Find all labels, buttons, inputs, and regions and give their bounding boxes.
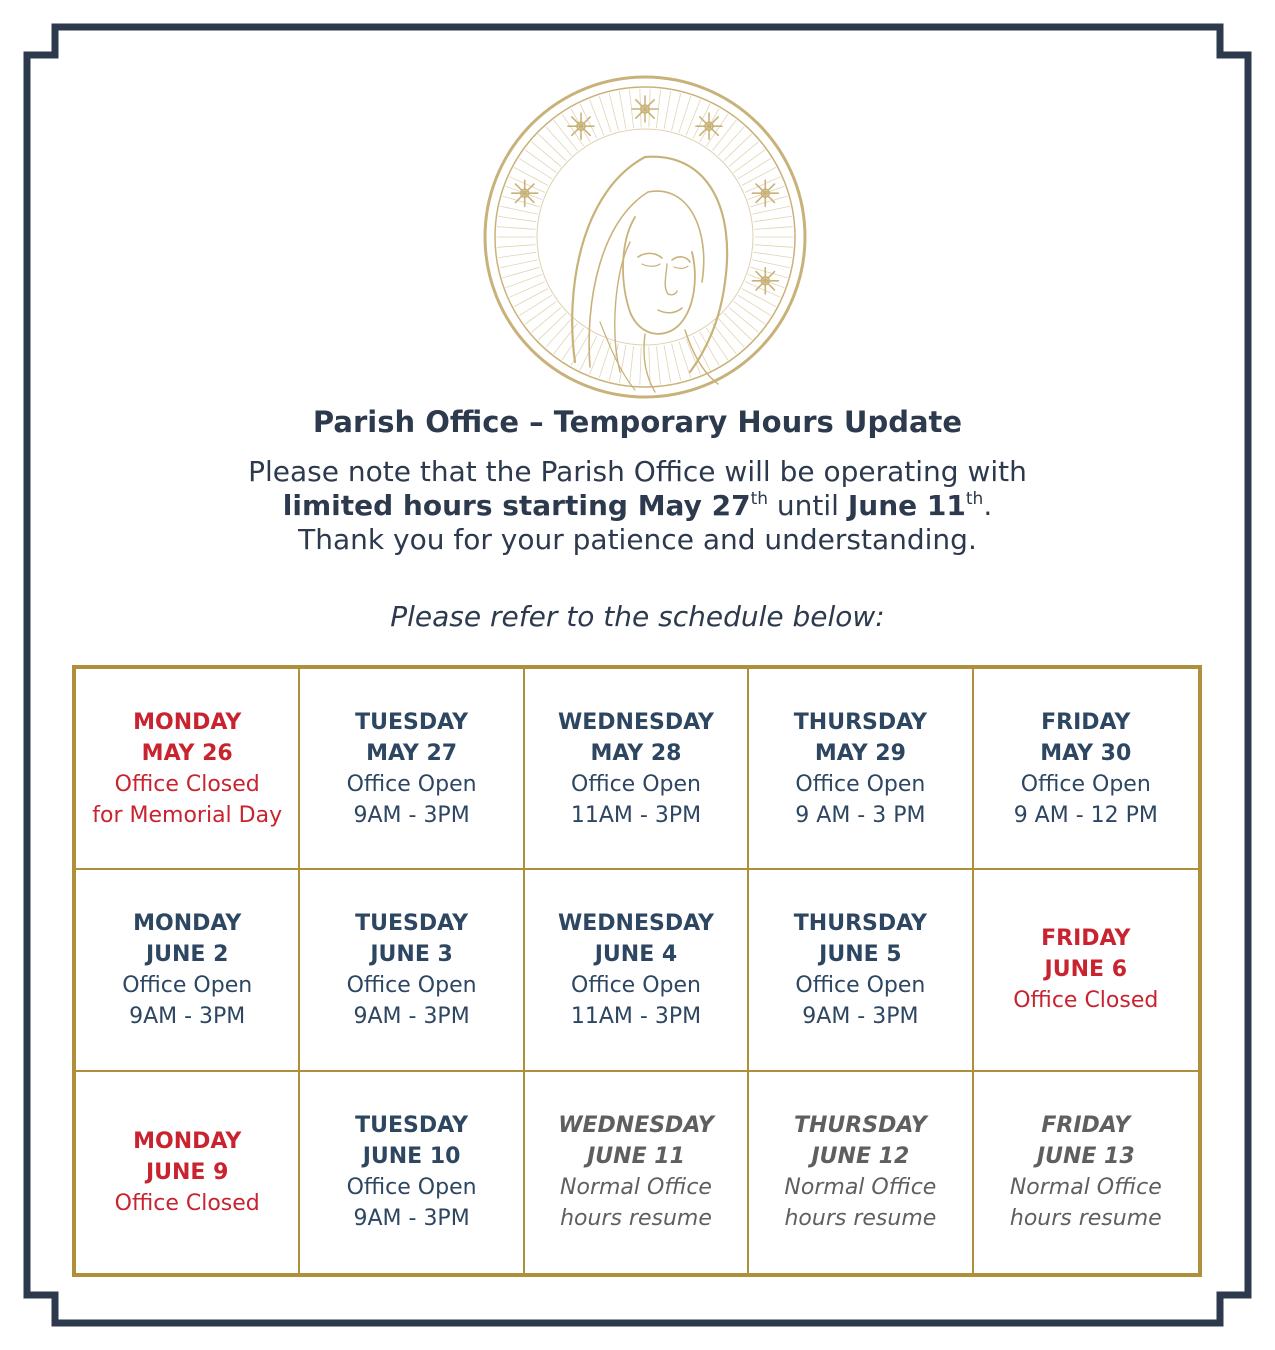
halo-ray bbox=[664, 91, 671, 128]
schedule-status: Office Open bbox=[795, 771, 926, 797]
halo-ray bbox=[724, 134, 751, 160]
schedule-hours: 11AM - 3PM bbox=[570, 802, 702, 828]
ordinal-suffix: th bbox=[750, 489, 769, 509]
schedule-status: Office Open bbox=[346, 1175, 477, 1201]
schedule-date: JUNE 2 bbox=[145, 941, 229, 967]
halo-ray bbox=[497, 245, 535, 248]
schedule-cell bbox=[525, 669, 749, 870]
schedule-hours: 9 AM - 12 PM bbox=[1013, 802, 1158, 828]
star-ornament-icon bbox=[568, 113, 594, 139]
schedule-hours: 9AM - 3PM bbox=[353, 1206, 470, 1232]
schedule-cell bbox=[76, 1072, 300, 1273]
schedule-day: WEDNESDAY bbox=[558, 1113, 714, 1139]
schedule-day: FRIDAY bbox=[1041, 926, 1131, 952]
halo-ray bbox=[754, 252, 792, 257]
halo-ray bbox=[514, 168, 548, 186]
halo-ray bbox=[519, 159, 551, 179]
schedule-status: Office Open bbox=[795, 972, 926, 998]
schedule-cell bbox=[974, 870, 1198, 1071]
star-ornament-icon bbox=[752, 268, 778, 294]
star-ornament-icon bbox=[512, 180, 538, 206]
schedule-cell bbox=[749, 669, 973, 870]
schedule-cell bbox=[749, 1072, 973, 1273]
schedule-day: TUESDAY bbox=[355, 910, 469, 936]
schedule-hours: hours resume bbox=[1009, 1206, 1162, 1232]
halo-ray bbox=[498, 252, 536, 257]
halo-ray bbox=[590, 100, 604, 135]
schedule-date: MAY 28 bbox=[590, 740, 682, 766]
halo-ray bbox=[664, 345, 671, 382]
halo-ray bbox=[503, 267, 540, 277]
schedule-date: JUNE 3 bbox=[370, 941, 453, 967]
schedule-hours: hours resume bbox=[560, 1206, 712, 1232]
schedule-date: JUNE 4 bbox=[594, 941, 678, 967]
schedule-day: FRIDAY bbox=[1041, 1113, 1131, 1139]
schedule-cell bbox=[300, 870, 524, 1071]
schedule-note: Please refer to the schedule below: bbox=[390, 600, 885, 633]
schedule-hours: 9AM - 3PM bbox=[353, 1003, 470, 1029]
halo-ray bbox=[753, 260, 790, 268]
schedule-hours: 9AM - 3PM bbox=[802, 1003, 919, 1029]
halo-ray bbox=[525, 302, 556, 324]
halo-ray bbox=[734, 302, 765, 324]
schedule-day: FRIDAY bbox=[1041, 709, 1131, 735]
halo-ray bbox=[546, 319, 571, 347]
halo-ray bbox=[755, 245, 793, 248]
halo-ray bbox=[525, 150, 556, 172]
schedule-date: MAY 26 bbox=[141, 740, 233, 766]
intro-message bbox=[0, 455, 1275, 557]
halo-ray bbox=[672, 344, 681, 381]
schedule-date: MAY 29 bbox=[814, 740, 906, 766]
schedule-day: TUESDAY bbox=[355, 1113, 469, 1139]
halo-ray bbox=[754, 216, 792, 221]
halo-ray bbox=[599, 342, 611, 378]
schedule-cell bbox=[76, 870, 300, 1071]
schedule-date: JUNE 5 bbox=[819, 941, 902, 967]
intro-line-3: Thank you for your patience and understanding. bbox=[298, 523, 977, 556]
halo-ray bbox=[734, 150, 765, 172]
schedule-grid bbox=[72, 665, 1202, 1277]
schedule-cell bbox=[974, 669, 1198, 870]
schedule-day: MONDAY bbox=[133, 910, 242, 936]
halo-ray bbox=[619, 91, 626, 128]
limited-hours-start: limited hours starting May 27 bbox=[282, 489, 751, 522]
schedule-status: Office Closed bbox=[114, 1190, 260, 1216]
halo-ray bbox=[724, 313, 751, 339]
schedule-day: WEDNESDAY bbox=[558, 709, 714, 735]
schedule-date: MAY 30 bbox=[1040, 740, 1132, 766]
halo-ray bbox=[590, 339, 604, 374]
halo-ray bbox=[729, 308, 758, 332]
halo-ray bbox=[729, 142, 758, 166]
schedule-status: Office Open bbox=[346, 771, 477, 797]
halo-ray bbox=[546, 127, 571, 155]
schedule-day: MONDAY bbox=[133, 709, 242, 735]
schedule-status: Normal Office bbox=[784, 1175, 937, 1201]
halo-ray bbox=[619, 345, 626, 382]
schedule-cell bbox=[525, 870, 749, 1071]
halo-ray bbox=[672, 93, 681, 130]
halo-ray bbox=[719, 319, 744, 347]
schedule-date: JUNE 10 bbox=[362, 1144, 461, 1170]
schedule-status: Office Open bbox=[1020, 771, 1151, 797]
schedule-date: JUNE 9 bbox=[145, 1159, 229, 1185]
halo-ray bbox=[656, 346, 660, 384]
halo-ray bbox=[713, 120, 736, 150]
star-ornament-icon bbox=[752, 180, 778, 206]
ordinal-suffix: th bbox=[965, 489, 984, 509]
schedule-status: Office Closed bbox=[114, 771, 260, 797]
schedule-hours: 11AM - 3PM bbox=[570, 1003, 702, 1029]
halo-ray bbox=[630, 346, 634, 384]
halo-ray bbox=[719, 127, 744, 155]
schedule-cell bbox=[300, 669, 524, 870]
intro-connector: until bbox=[768, 489, 848, 522]
schedule-day: THURSDAY bbox=[793, 709, 927, 735]
halo-ray bbox=[742, 168, 776, 186]
schedule-day: MONDAY bbox=[133, 1128, 242, 1154]
schedule-date: JUNE 6 bbox=[1044, 957, 1128, 983]
schedule-status: Office Open bbox=[571, 771, 701, 797]
schedule-status: Office Closed bbox=[1013, 988, 1159, 1014]
halo-ray bbox=[738, 295, 770, 315]
schedule-date: JUNE 13 bbox=[1036, 1144, 1135, 1170]
schedule-status: Normal Office bbox=[560, 1175, 712, 1201]
schedule-date: JUNE 12 bbox=[811, 1144, 910, 1170]
schedule-cell bbox=[525, 1072, 749, 1273]
halo-ray bbox=[500, 260, 537, 268]
schedule-cell bbox=[974, 1072, 1198, 1273]
halo-ray bbox=[686, 100, 700, 135]
schedule-hours: hours resume bbox=[784, 1206, 937, 1232]
halo-ray bbox=[539, 134, 566, 160]
schedule-day: THURSDAY bbox=[793, 910, 927, 936]
schedule-status: Office Open bbox=[571, 972, 701, 998]
halo-ray bbox=[738, 159, 770, 179]
halo-ray bbox=[713, 324, 736, 354]
schedule-date: MAY 27 bbox=[366, 740, 458, 766]
page-title: Parish Office – Temporary Hours Update bbox=[312, 405, 963, 439]
halo-ray bbox=[679, 96, 691, 132]
halo-ray bbox=[497, 227, 535, 230]
halo-ray bbox=[554, 120, 577, 150]
halo-ray bbox=[498, 216, 536, 221]
halo-ray bbox=[500, 206, 537, 214]
halo-ray bbox=[742, 289, 776, 307]
halo-ray bbox=[514, 289, 548, 307]
halo-ray bbox=[609, 93, 618, 130]
schedule-day: THURSDAY bbox=[794, 1113, 927, 1139]
intro-period: . bbox=[983, 489, 993, 522]
schedule-status: Office Open bbox=[122, 972, 253, 998]
intro-line-1: Please note that the Parish Office will be operating with bbox=[248, 455, 1027, 488]
madonna-medallion-illustration bbox=[470, 72, 820, 402]
schedule-hours: 9AM - 3PM bbox=[353, 802, 470, 828]
schedule-cell bbox=[76, 669, 300, 870]
halo-ray bbox=[753, 206, 790, 214]
schedule-hours: for Memorial Day bbox=[92, 802, 283, 828]
schedule-status: Office Open bbox=[346, 972, 477, 998]
halo-ray bbox=[755, 227, 793, 230]
halo-ray bbox=[532, 308, 561, 332]
halo-ray bbox=[640, 347, 641, 385]
intro-line-2 bbox=[0, 489, 1275, 523]
schedule-cell bbox=[300, 1072, 524, 1273]
halo-ray bbox=[532, 142, 561, 166]
schedule-day: TUESDAY bbox=[355, 709, 469, 735]
schedule-hours: 9AM - 3PM bbox=[129, 1003, 246, 1029]
schedule-cell bbox=[749, 870, 973, 1071]
halo-ray bbox=[519, 295, 551, 315]
schedule-hours: 9 AM - 3 PM bbox=[795, 802, 926, 828]
schedule-date: JUNE 11 bbox=[587, 1144, 685, 1170]
schedule-status: Normal Office bbox=[1009, 1175, 1162, 1201]
star-ornament-icon bbox=[696, 113, 722, 139]
limited-hours-end: June 11 bbox=[847, 489, 966, 522]
schedule-day: WEDNESDAY bbox=[558, 910, 714, 936]
star-ornament-icon bbox=[632, 96, 658, 122]
halo-ray bbox=[539, 313, 566, 339]
halo-ray bbox=[599, 96, 611, 132]
halo-ray bbox=[707, 328, 728, 360]
